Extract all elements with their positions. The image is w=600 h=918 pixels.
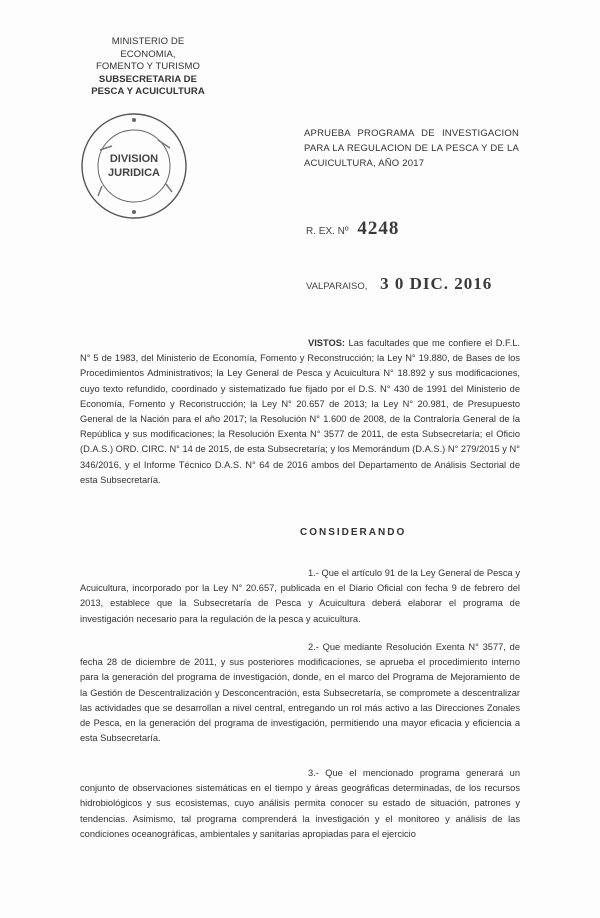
ministry-header bbox=[78, 36, 218, 99]
considerando-heading: CONSIDERANDO bbox=[300, 527, 407, 538]
division-juridica-seal-icon bbox=[78, 110, 190, 222]
resolution-label: R. EX. Nº bbox=[306, 226, 349, 237]
ministry-line: ECONOMIA, bbox=[120, 48, 176, 60]
ministry-line: FOMENTO Y TURISMO bbox=[96, 61, 200, 72]
resolution-subject: APRUEBA PROGRAMA DE INVESTIGACION PARA LA REGULACION DE LA PESCA Y DE LA ACUICULTURA, AÑO 2017 bbox=[304, 128, 519, 169]
resolution-number bbox=[306, 218, 399, 240]
vistos-lead: VISTOS: bbox=[308, 338, 346, 348]
vistos-paragraph bbox=[80, 336, 520, 488]
place-label: VALPARAISO, bbox=[306, 281, 368, 292]
resolution-number-value: 4248 bbox=[357, 218, 400, 239]
considerando-paragraph-1: 1.- Que el artículo 91 de la Ley General de Pesca y Acuicultura, incorporado por la Ley N° 20.657, publicada en el Diario Oficial con fecha 9 de febrero del 2013, establece que la Subsecretaría de Pesca y Acuicultura deberá elaborar el programa de investigación necesario para la regulación de la pesca y acuicultura. bbox=[80, 568, 520, 624]
considerando-paragraph-2: 2.- Que mediante Resolución Exenta N° 3577, de fecha 28 de diciembre de 2011, y sus posteriores modificaciones, se aprueba el procedimiento interno para la generación del programa de investigación, donde, en el marco del Programa de Mejoramiento de la Gestión de Descentralización y Desconcentración, esta Subsecretaría, se compromete a descentralizar las actividades que se desarrollan a nivel central, entregando un rol más activo a las Direcciones Zonales de Pesca, en la generación del programa de investigación, permitiendo una mayor eficacia y eficiencia a esta Subsecretaría. bbox=[80, 642, 520, 744]
subsecretaria-line: SUBSECRETARIA DE bbox=[98, 73, 198, 85]
seal-center-text: DIVISION bbox=[109, 153, 159, 165]
considerando-paragraph-3: 3.- Que el mencionado programa generará un conjunto de observaciones sistemáticas en el tiempo y áreas geográficas determinadas, de los recursos hidrobiológicos y sus ecosistemas, cuyo análisis permita conocer su estado de situación, patrones y tendencias. Asimismo, tal programa comprenderá la investigación y el monitoreo y análisis de las condiciones oceanográficas, ambientales y sanitarias apropiadas para el ejercicio bbox=[80, 768, 520, 839]
subsecretaria-line: PESCA Y ACUICULTURA bbox=[91, 86, 205, 97]
date-stamp: 3 0 DIC. 2016 bbox=[380, 274, 493, 293]
seal-center-text: JURIDICA bbox=[108, 167, 160, 179]
vistos-text: Las facultades que me confiere el D.F.L. N° 5 de 1983, del Ministerio de Economía, Fomento y Reconstrucción; la Ley N° 19.880, de Bases de los Procedimientos Administrativos; la Ley General de Pesca y Acuicultura N° 18.892 y sus modificaciones, cuyo texto refundido, coordinado y sistematizado fue fijado por el D.S. N° 430 de 1991 del Ministerio de Economía, Fomento y Reconstrucción; la Ley N° 20.657 de 2013; la Ley N° 20.981, de Presupuesto General de la Nación para el año 2017; la Resolución N° 1.600 de 2008, de la Contraloría General de la República y sus modificaciones; la Resolución Exenta N° 3577 de 2011, de esta Subsecretaría; el Oficio (D.A.S.) ORD. CIRC. N° 14 de 2015, de esta Subsecretaría; y los Memorándum (D.A.S.) N° 279/2015 y N° 346/2016, y el Informe Técnico D.A.S. N° 64 de 2016 ambos del Departamento de Análisis Sectorial de esta Subsecretaría. bbox=[80, 338, 520, 485]
ministry-line: MINISTERIO DE bbox=[111, 36, 185, 47]
place-date bbox=[306, 274, 492, 294]
